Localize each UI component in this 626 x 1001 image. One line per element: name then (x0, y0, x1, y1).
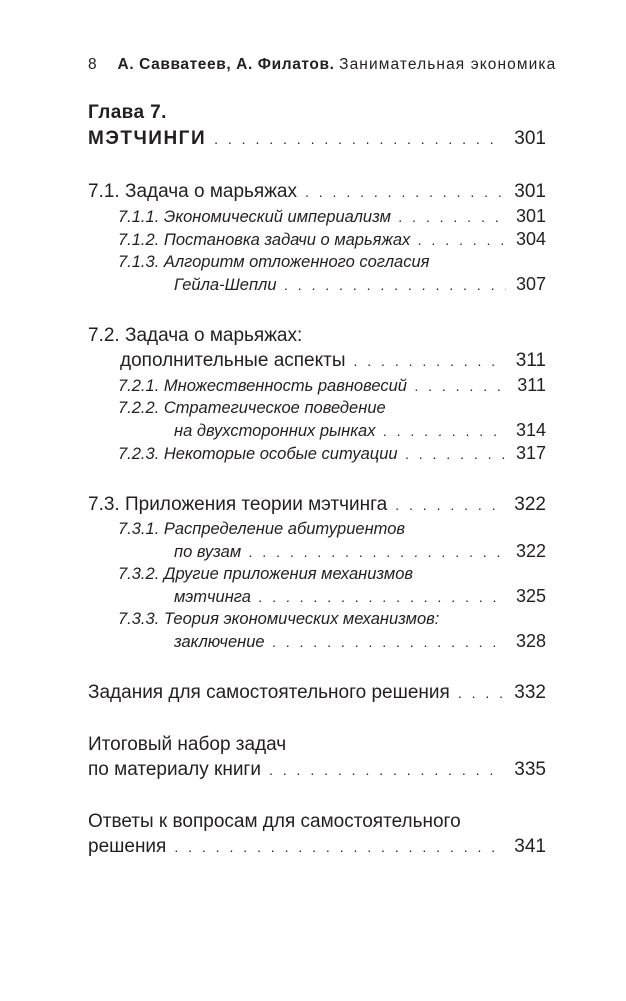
toc-entry (88, 680, 546, 706)
leader-dots (269, 758, 504, 783)
leader-dots (418, 229, 506, 251)
leader-dots (399, 206, 506, 228)
toc-subentry (88, 419, 546, 442)
page-number: 311 (517, 375, 546, 395)
section-title: 7.3. Приложения теории мэтчинга (88, 494, 388, 515)
page-number: 341 (514, 836, 546, 857)
subsection-title-line: 7.3.1. Распределение абитуриентов (118, 520, 406, 538)
toc-subentry (88, 540, 546, 563)
leader-dots (214, 127, 504, 152)
page-number: 304 (515, 229, 546, 249)
table-of-contents (88, 100, 546, 860)
leader-dots (458, 681, 504, 706)
subsection-title-line: 7.3.2. Другие приложения механизмов (118, 565, 414, 583)
subsection-title-cont: мэтчинга (174, 588, 251, 606)
entry-title: Задания для самостоятельного решения (88, 682, 450, 703)
page-number: 311 (515, 350, 546, 371)
leader-dots (354, 349, 506, 374)
toc-section (88, 179, 546, 296)
toc-subentry (88, 630, 546, 653)
entry-title-cont: по материалу книги (88, 759, 261, 780)
page-number: 301 (514, 128, 546, 149)
page-number: 322 (515, 541, 546, 561)
toc-subentry (88, 228, 546, 251)
subsection-title: 7.2.1. Множественность равновесий (118, 377, 407, 395)
page-number: 322 (514, 494, 546, 515)
entry-title-line: Итоговый набор задач (88, 734, 287, 755)
toc-subentry (88, 442, 546, 465)
subsection-title-cont: на двухсторонних рынках (174, 422, 376, 440)
toc-entry (88, 834, 546, 860)
subsection-title: 7.2.3. Некоторые особые ситуации (118, 445, 398, 463)
header-page-number: 8 (88, 56, 97, 73)
page-number: 332 (514, 682, 546, 703)
header-authors: А. Савватеев, А. Филатов. (117, 56, 335, 73)
subsection-title-cont: по вузам (174, 543, 242, 561)
leader-dots (406, 443, 506, 465)
leader-dots (174, 835, 504, 860)
subsection-title-line: 7.3.3. Теория экономических механизмов: (118, 610, 440, 628)
subsection-title-cont: Гейла-Шепли (174, 276, 277, 294)
page-number: 335 (514, 759, 546, 780)
entry-title-line: Ответы к вопросам для самостоятельного (88, 811, 461, 832)
leader-dots (415, 375, 507, 397)
page-number: 301 (515, 206, 546, 226)
toc-entry (88, 757, 546, 783)
toc-subentry (88, 205, 546, 228)
toc-subentry (88, 585, 546, 608)
toc-section (88, 323, 546, 465)
toc-entry (88, 348, 546, 374)
leader-dots (273, 631, 506, 653)
leader-dots (259, 586, 506, 608)
entry-title-cont: решения (88, 836, 167, 857)
running-header (88, 56, 557, 74)
page-number: 325 (515, 586, 546, 606)
subsection-title-line: 7.1.3. Алгоритм отложенного согласия (118, 253, 430, 271)
subsection-title: 7.1.2. Постановка задачи о марьяжах (118, 231, 411, 249)
subsection-title: 7.1.1. Экономический империализм (118, 208, 391, 226)
subsection-title-line: 7.2.2. Стратегическое поведение (118, 399, 386, 417)
chapter-title: МЭТЧИНГИ (88, 128, 207, 149)
page-number: 314 (515, 420, 546, 440)
chapter-label: Глава 7. (88, 102, 167, 123)
leader-dots (285, 274, 506, 296)
toc-section (88, 492, 546, 653)
leader-dots (305, 180, 504, 205)
page-number: 307 (515, 274, 546, 294)
section-title: 7.1. Задача о марьяжах (88, 181, 297, 202)
page-number: 317 (515, 443, 546, 463)
section-title-cont: дополнительные аспекты (120, 350, 346, 371)
subsection-title-cont: заключение (174, 633, 265, 651)
toc-entry (88, 492, 546, 518)
toc-subentry (88, 374, 546, 397)
page-number: 301 (514, 181, 546, 202)
page-number: 328 (515, 631, 546, 651)
toc-entry (88, 179, 546, 205)
leader-dots (249, 541, 506, 563)
header-book-title: Занимательная экономика (339, 56, 557, 73)
section-title: 7.2. Задача о марьяжах: (88, 325, 303, 346)
toc-subentry (88, 273, 546, 296)
chapter-title-entry (88, 126, 546, 152)
leader-dots (383, 420, 505, 442)
leader-dots (395, 493, 504, 518)
